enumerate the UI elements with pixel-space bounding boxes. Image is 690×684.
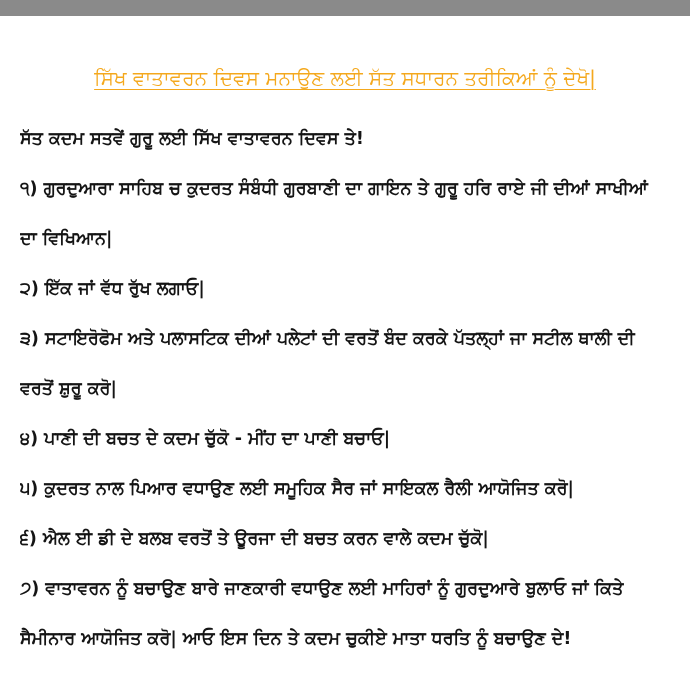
step-2-line: ੨) ਇੱਕ ਜਾਂ ਵੱਧ ਰੁੱਖ ਲਗਾਓ|: [20, 279, 205, 299]
top-divider-bar: [0, 0, 690, 16]
step-3-line-1: ੩) ਸਟਾਇਰੋਫੋਮ ਅਤੇ ਪਲਾਸਟਿਕ ਦੀਆਂ ਪਲੇਟਾਂ ਦੀ ਵਰਤੋਂ ਬੰਦ ਕਰਕੇ ਪੱਤਲ੍ਹਾਂ ਜਾ ਸਟੀਲ ਥਾਲੀ ਦੀ: [20, 329, 635, 349]
intro-line: ਸੱਤ ਕਦਮ ਸਤਵੇਂ ਗੁਰੂ ਲਈ ਸਿੱਖ ਵਾਤਾਵਰਨ ਦਿਵਸ ਤੇ!: [20, 129, 364, 149]
document-title-text: ਸਿੱਖ ਵਾਤਾਵਰਨ ਦਿਵਸ ਮਨਾਉਣ ਲਈ ਸੱਤ ਸਧਾਰਨ ਤਰੀਕਿਆਂ ਨੂੰ ਦੇਖੋ|: [94, 66, 596, 90]
step-7-line-2: ਸੈਮੀਨਾਰ ਆਯੋਜਿਤ ਕਰੋ| ਆਓ ਇਸ ਦਿਨ ਤੇ ਕਦਮ ਚੁਕੀਏ ਮਾਤਾ ਧਰਤਿ ਨੂੰ ਬਚਾਉਣ ਦੇ!: [20, 629, 572, 649]
step-7-line-1: ੭) ਵਾਤਾਵਰਨ ਨੂੰ ਬਚਾਉਣ ਬਾਰੇ ਜਾਣਕਾਰੀ ਵਧਾਉਣ ਲਈ ਮਾਹਿਰਾਂ ਨੂੰ ਗੁਰਦੁਆਰੇ ਬੁਲਾਓ ਜਾਂ ਕਿਤੇ: [20, 579, 624, 599]
document-body: [0, 16, 690, 684]
document-title: [0, 64, 690, 92]
step-1-line-1: ੧) ਗੁਰਦੁਆਰਾ ਸਾਹਿਬ ਚ ਕੁਦਰਤ ਸੰਬੰਧੀ ਗੁਰਬਾਣੀ ਦਾ ਗਾਇਨ ਤੇ ਗੁਰੂ ਹਰਿ ਰਾਏ ਜੀ ਦੀਆਂ ਸਾਖੀਆਂ: [20, 179, 648, 199]
step-4-line: ੪) ਪਾਣੀ ਦੀ ਬਚਤ ਦੇ ਕਦਮ ਚੁੱਕੋ - ਮੀਂਹ ਦਾ ਪਾਣੀ ਬਚਾਓ|: [20, 429, 391, 449]
step-1-line-2: ਦਾ ਵਿਖਿਆਨ|: [20, 229, 113, 249]
step-5-line: ੫) ਕੁਦਰਤ ਨਾਲ ਪਿਆਰ ਵਧਾਉਣ ਲਈ ਸਮੂਹਿਕ ਸੈਰ ਜਾਂ ਸਾਇਕਲ ਰੈਲੀ ਆਯੋਜਿਤ ਕਰੋ|: [20, 479, 574, 499]
step-3-line-2: ਵਰਤੋਂ ਸ਼ੁਰੂ ਕਰੋ|: [20, 379, 117, 399]
step-6-line: ੬) ਐਲ ਈ ਡੀ ਦੇ ਬਲਬ ਵਰਤੋਂ ਤੇ ਊਰਜਾ ਦੀ ਬਚਤ ਕਰਨ ਵਾਲੇ ਕਦਮ ਚੁੱਕੋ|: [20, 529, 489, 549]
